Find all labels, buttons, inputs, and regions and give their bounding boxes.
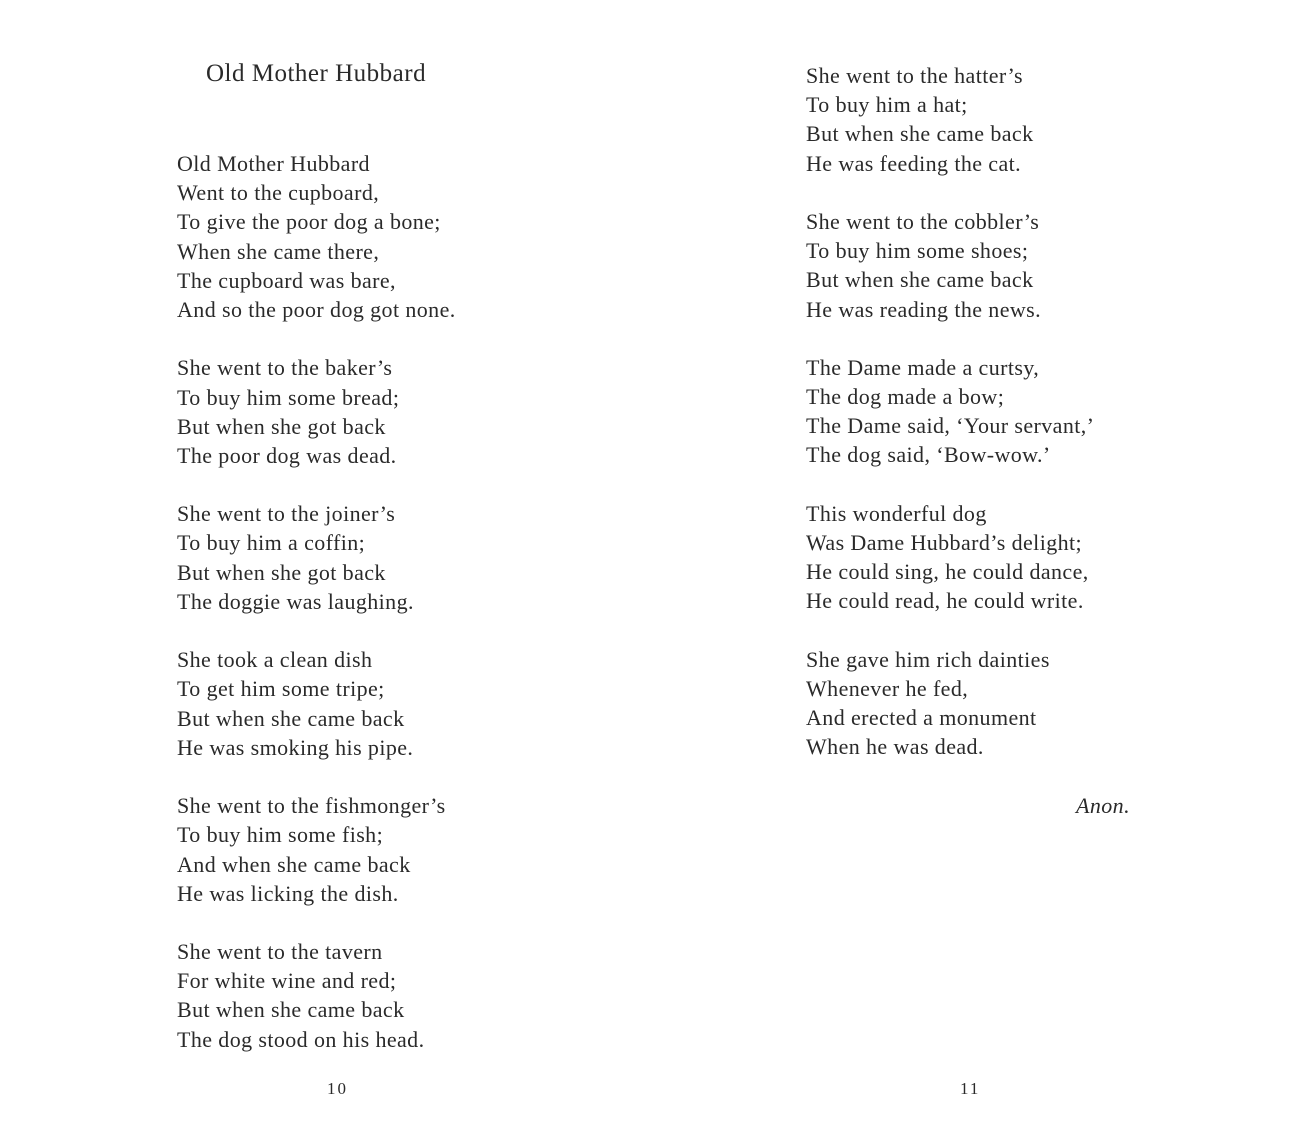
verse-line: But when she came back (806, 267, 1034, 293)
verse-line: But when she got back (177, 559, 386, 585)
stanza (177, 499, 456, 616)
right-page (651, 0, 1303, 1133)
verse-line: He was licking the dish. (177, 880, 399, 906)
verse-line: When she came there, (177, 238, 380, 264)
verse-line: Old Mother Hubbard (177, 151, 370, 176)
verse-line: She went to the fishmonger’s (177, 793, 446, 819)
verse-line: But when she got back (177, 413, 386, 439)
verse-line: Was Dame Hubbard’s delight; (806, 530, 1083, 555)
stanza (806, 61, 1094, 178)
verse-line: To buy him some shoes; (806, 238, 1029, 264)
verse-line: The dog said, ‘Bow-wow.’ (806, 442, 1051, 468)
verse-line: But when she came back (806, 121, 1034, 147)
verse-line: She went to the baker’s (177, 355, 393, 381)
stanza (177, 353, 456, 470)
verse-line: To buy him a coffin; (177, 530, 366, 556)
verse-line: Went to the cupboard, (177, 180, 380, 206)
verse-line: To buy him some bread; (177, 384, 400, 410)
verse-line: To give the poor dog a bone; (177, 209, 441, 235)
verse-line: She gave him rich dainties (806, 646, 1050, 672)
verse-line: He could sing, he could dance, (806, 559, 1089, 585)
verse-line: She went to the cobbler’s (806, 208, 1040, 234)
stanza (806, 353, 1094, 470)
verse-line: But when she came back (177, 997, 405, 1023)
stanza (806, 645, 1094, 762)
verse-line: When he was dead. (806, 734, 984, 760)
verse-line: To buy him a hat; (806, 92, 968, 118)
stanza (177, 791, 456, 908)
stanza (177, 149, 456, 324)
verse-line: And erected a monument (806, 705, 1037, 731)
verse-line: And so the poor dog got none. (177, 296, 456, 322)
left-page (0, 0, 651, 1133)
stanza (177, 937, 456, 1054)
verse-line: The cupboard was bare, (177, 267, 396, 293)
verse-line: He could read, he could write. (806, 588, 1084, 614)
verse-line: Whenever he fed, (806, 675, 969, 701)
verse-line: She went to the hatter’s (806, 63, 1023, 88)
verse-line: He was smoking his pipe. (177, 734, 414, 760)
verse-line: The Dame said, ‘Your servant,’ (806, 413, 1095, 439)
verse-line: She went to the tavern (177, 939, 383, 965)
attribution: Anon. (1076, 793, 1130, 818)
stanza (806, 207, 1094, 324)
verse-line: For white wine and red; (177, 968, 397, 994)
verse-line: He was reading the news. (806, 296, 1042, 322)
page-number-right: 11 (960, 1079, 981, 1098)
verse-line: This wonderful dog (806, 500, 987, 526)
verse-line: But when she came back (177, 705, 405, 731)
verse-line: She took a clean dish (177, 647, 373, 673)
left-stanzas (177, 149, 456, 1083)
verse-line: The poor dog was dead. (177, 442, 397, 468)
verse-line: He was feeding the cat. (806, 150, 1022, 176)
verse-line: The dog made a bow; (806, 384, 1005, 410)
poem-title: Old Mother Hubbard (206, 60, 427, 87)
verse-line: To buy him some fish; (177, 822, 384, 848)
stanza (806, 499, 1094, 616)
stanza (177, 645, 456, 762)
verse-line: And when she came back (177, 851, 411, 877)
right-stanzas (806, 61, 1094, 791)
page-number-left: 10 (327, 1079, 348, 1098)
verse-line: The Dame made a curtsy, (806, 354, 1040, 380)
verse-line: The doggie was laughing. (177, 588, 414, 614)
verse-line: The dog stood on his head. (177, 1026, 425, 1052)
verse-line: To get him some tripe; (177, 676, 385, 702)
verse-line: She went to the joiner’s (177, 501, 396, 527)
